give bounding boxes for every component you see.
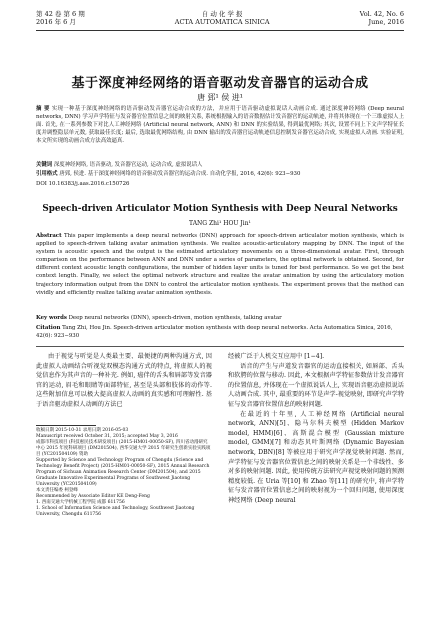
doi: DOI 10.16383/j.aas.2016.c150726 bbox=[36, 181, 130, 187]
citation-en-text: Tang Zhi, Hou Jin. Speech-driven articulator motion synthesis with deep neural networks. Acta Automatica Sinica, 2016, 42(6): 923−930 bbox=[36, 325, 393, 340]
body-paragraph: 语音的产生与声道发音器官的运动直接相关, 如唇部、舌头和软腭的位置与移动. 因此, 本文根据声学特征参数估计发音器官的位置信息, 并体现在一个虚拟说话人上, 实现语音驱动虚拟说话人动画合成. 其中, 最重要的环节是声学-视觉映射, 即研究声学特征与发音器官位置信息的映射问题. bbox=[228, 362, 404, 408]
citation-en bbox=[36, 324, 404, 340]
body-column-right bbox=[228, 352, 404, 506]
header-date-zh: 2016 年 6 月 bbox=[36, 18, 76, 26]
header-journal-zh: 自 动 化 学 报 bbox=[201, 10, 243, 18]
footnote-line: 本文责任编委 柯登峰 bbox=[36, 488, 78, 493]
abstract-zh-text: 实现一种基于深度神经网络的语音驱动发音器官运动合成的方法，并应用于语音驱动虚拟说话人动画合成. 通过深度神经网络 (Deep neural networks, DNN) 学习声学特征与发音器官位置信息之间的映射关系, 系统根据输入的语音数据估计发音器官的运动轨迹, 并将其体现在一个三维虚拟人上面. 首先, 在一系列参数下对比人工神经网络 (Artificial neural network, ANN) 和 DNN 的实验结果, 得到最优网络; 其次, 设置不同上下文声学特征长度并调整隐层单元数, 获取最佳长度; 最后, 选取最优网络结构, 由 DNN 输出的发音器官运动轨迹信息控制发音器官运动合成, 实现虚拟人动画. 实验证明, 本文所实现的动画合成方法高效逼真. bbox=[36, 106, 404, 145]
body-paragraph: 经被广泛于人机交互应用中 [1−4]. bbox=[228, 353, 325, 360]
authors-en: TANG Zhi¹ HOU Jin¹ bbox=[189, 220, 251, 227]
header-date-en: June, 2016 bbox=[368, 18, 404, 26]
citation-zh bbox=[36, 170, 404, 178]
authors-zh: 唐 郅¹ 侯 进¹ bbox=[196, 93, 244, 102]
footnote-line: Recommended by Associate Editor KE Deng-Feng bbox=[36, 494, 150, 499]
keywords-en-text: Deep neural networks (DNN), speech-driven, motion synthesis, talking avatar bbox=[68, 315, 282, 321]
footnote-line: 收稿日期 2015-10-31 录用日期 2016-05-03 bbox=[36, 428, 129, 433]
footnote-rule bbox=[36, 425, 96, 426]
header-volume-en: Vol. 42, No. 6 bbox=[359, 10, 404, 18]
citation-zh-label: 引用格式 bbox=[36, 171, 58, 177]
abstract-en-text: This paper implements a deep neural networks (DNN) approach for speech-driven articulator motion synthesis, which is applied to speech-driven talking avatar animation synthesis. We realize acoustic-articulatory mapping by DNN. The input of the system is acoustic speech and the output is the estimated articulatory movements on a three-dimensional avatar. First, through comparison on the performance between ANN and DNN under a series of parameters, the optimal network is obtained. Second, for different context acoustic length configurations, the number of hidden layer units is tuned for best performance. So we get the best context length. Finally, we select the optimal network structure and realize the avatar animation by using the articulatory motion trajectory information output from the DNN to control the articulator motion synthesis. The experiment proves that the method can vividly and efficiently realize talking avatar animation synthesis. bbox=[36, 233, 405, 296]
abstract-zh-label: 摘 要 bbox=[36, 106, 50, 112]
citation-en-label: Citation bbox=[36, 325, 61, 331]
running-header bbox=[36, 10, 404, 32]
header-journal-en: ACTA AUTOMATICA SINICA bbox=[174, 18, 270, 26]
section-rule bbox=[36, 346, 404, 347]
citation-zh-text: 唐郅, 侯进. 基于深度神经网络的语音驱动发音器官的运动合成. 自动化学报, 2016, 42(6): 923−930 bbox=[59, 171, 301, 177]
abstract-en-label: Abstract bbox=[36, 233, 62, 239]
title-zh: 基于深度神经网络的语音驱动发音器官的运动合成 bbox=[71, 76, 369, 91]
body-paragraph: 由于视觉与听觉是人类最主要、最便捷的两种沟通方式, 因此虚拟人动画结合听视觉双模态沟通方式的特点, 将虚拟人的视觉信息作为其声音的一种补充. 例如, 癌伴的舌头和唇部等发音器官的运动, 眉毛和眼睛等面部特征, 甚至是头部和肢体的动作等. 这些附加信息可以极大提高虚拟人动画的真实感和可理解性. 基于语音驱动虚拟人动画的方法已 bbox=[36, 353, 212, 408]
keywords-zh-text: 深度神经网络, 语音驱动, 发音器官运动, 运动合成, 虚拟说话人 bbox=[53, 162, 203, 168]
footnote-line: Supported by Science and Technology Program of Chengdu (Science and Technology Benefit Project) (2015-HM01-00050-SF), 2015 Annual Research Program of Sichuan Animation Research Center (DM201504), and 2015 Graduate Innovative Experimental Programs of Southwest Jiaotong University (YC201504109) bbox=[36, 458, 210, 487]
abstract-en bbox=[36, 232, 404, 297]
keywords-en-label: Key words bbox=[36, 315, 67, 321]
header-rule bbox=[36, 30, 404, 31]
body-paragraph: 在最近的十年里, 人工神经网络 (Artificial neural network, ANN)[5]、隐马尔科夫模型 (Hidden Markov model, HMM)[6]、高斯混合模型 (Gaussian mixture model, GMM)[7] 和动态贝叶斯网络 (Dynamic Bayesian network, DBN)[8] 等被应用于研究声学视觉映射问题. 然而, 声学特征与发音器官位置信息之间的映射关系是一个非线性、多对多的映射问题. 因此, 使用传统方法研究声视觉映射问题的预测精度较低. 在 Uria 等[10] 和 Zhao 等[11] 的研究中, 将声学特征与发音器官位置信息之间的映射视为一个回归问题, 使用深度神经网络 (Deep neural bbox=[228, 410, 404, 504]
footnotes bbox=[36, 428, 212, 518]
keywords-en bbox=[36, 314, 404, 322]
footnote-line: 1. School of Information Science and Technology, Southwest Jiaotong University, Chengdu 611756 bbox=[36, 506, 195, 517]
footnote-line: 成都市科技项目 (科技惠民技术研发项目) (2015-HM01-00050-SF), 四川省动漫研究中心 2015 年度科研项目 (DM201504), 西华交通大学 2015 年研究生创新实验实践项目 (YC201504109) 资助 bbox=[36, 440, 211, 457]
footnote-line: Manuscript received October 31, 2015; accepted May 3, 2016 bbox=[36, 434, 178, 439]
keywords-zh-label: 关键词 bbox=[36, 162, 53, 168]
header-volume-zh: 第 42 卷 第 6 期 bbox=[36, 10, 85, 18]
body-column-left bbox=[36, 352, 212, 410]
title-en: Speech-driven Articulator Motion Synthesis with Deep Neural Networks bbox=[42, 204, 398, 214]
footnote-line: 1. 西南交通大学机械工程学院 成都 611756 bbox=[36, 500, 125, 505]
keywords-zh bbox=[36, 161, 404, 169]
abstract-zh bbox=[36, 105, 404, 145]
